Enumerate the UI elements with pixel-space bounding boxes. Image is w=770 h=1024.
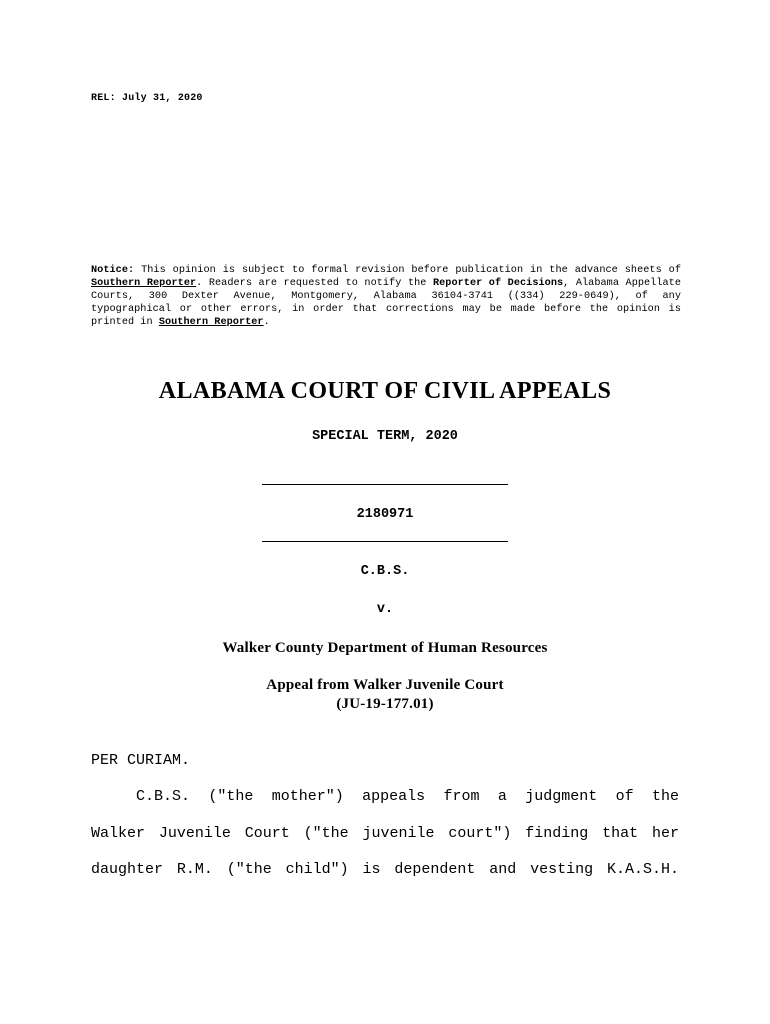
notice-text-4: . [263, 317, 270, 328]
reporter-of-decisions: Reporter of Decisions [432, 278, 564, 289]
notice-label: Notice: [91, 265, 135, 276]
opinion-line-3: daughter R.M. ("the child") is dependent and vesting K.A.S.H. [91, 861, 679, 878]
appellee: Walker County Department of Human Resources [222, 640, 548, 656]
divider-bottom [262, 541, 508, 542]
notice-text-2: . Readers are requested to notify the [196, 278, 433, 289]
opinion-line-2: Walker Juvenile Court ("the juvenile court") finding that her [91, 825, 679, 842]
per-curiam: PER CURIAM. [91, 752, 191, 769]
publication-notice [91, 264, 681, 329]
appeal-from: Appeal from Walker Juvenile Court [266, 677, 504, 693]
notice-text-3: , Alabama Appellate Courts, 300 Dexter Avenue, Montgomery, Alabama 36104-3741 ((334) 229-0649), of any typographical or other errors, in order that corrections may be made before the opinion is printed in [91, 278, 682, 328]
case-number: (JU-19-177.01) [336, 696, 434, 712]
release-date: REL: July 31, 2020 [91, 93, 203, 104]
southern-reporter-ref-1: Southern Reporter [91, 278, 197, 289]
versus: v. [376, 602, 394, 617]
divider-top [262, 484, 508, 485]
docket-number: 2180971 [356, 507, 414, 522]
appellant: C.B.S. [360, 564, 410, 579]
southern-reporter-ref-2: Southern Reporter [158, 317, 264, 328]
court-name: ALABAMA COURT OF CIVIL APPEALS [158, 378, 612, 404]
opinion-line-1: C.B.S. ("the mother") appeals from a judgment of the [136, 788, 679, 805]
notice-text-1: This opinion is subject to formal revision before publication in the advance sheets of [134, 265, 681, 276]
term: SPECIAL TERM, 2020 [312, 429, 458, 444]
